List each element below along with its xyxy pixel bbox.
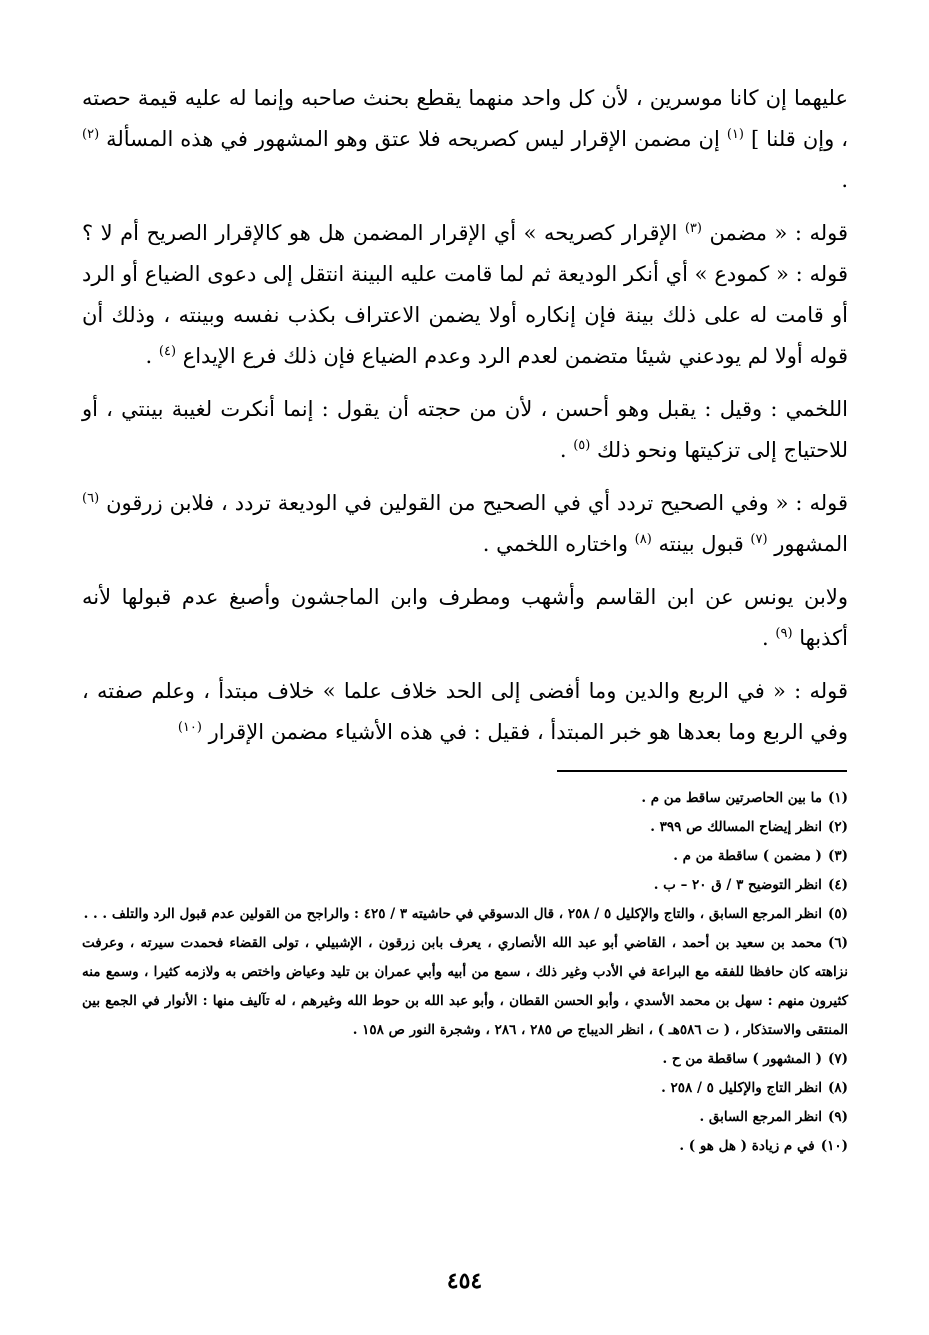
- footnote-marker: (٥): [573, 438, 591, 453]
- footnote-marker: (٩): [775, 626, 793, 641]
- footnote-item: [82, 1103, 848, 1132]
- footnote-text: في م زيادة ( هل هو ) .: [679, 1138, 815, 1154]
- footnote-number: (١): [827, 790, 848, 806]
- footnote-item: [82, 784, 848, 813]
- footnote-text: ما بين الحاصرتين ساقط من م .: [641, 790, 822, 806]
- footnote-item: [82, 871, 848, 900]
- footnote-marker: (١): [726, 127, 744, 142]
- text-segment: قوله : « مضمن: [701, 221, 848, 245]
- footnote-number: (٤): [827, 877, 848, 893]
- text-segment: .: [762, 626, 776, 650]
- footnote-item: [82, 900, 848, 929]
- body-paragraph: [82, 78, 848, 201]
- text-segment: .: [841, 168, 848, 192]
- footnote-text: ( مضمن ) ساقطة من م .: [673, 848, 822, 864]
- text-segment: قبول بينته: [651, 532, 751, 556]
- body-paragraph: [82, 577, 848, 659]
- footnote-marker: (٢): [82, 127, 100, 142]
- body-paragraph: [82, 389, 848, 471]
- footnote-text: ( المشهور ) ساقطة من ح .: [662, 1051, 822, 1067]
- footnote-item: [82, 842, 848, 871]
- text-segment: الإقرار كصريحه » أي الإقرار المضمن هل هو كالإقرار الصريح أم لا ؟ قوله : « كمودع » أي أنكر الوديعة ثم لما قامت عليه البينة انتقل إلى دعوى الضياع أو الرد أو قامت له على ذلك بينة فإن إنكاره أولا يضمن الاعتراف بكذب نفسه وبينته ، وذلك أن قوله أولا لم يودعني شيئا متضمن لعدم الرد وعدم الضياع فإن ذلك فرع الإيداع: [82, 221, 848, 368]
- footnote-item: [82, 813, 848, 842]
- footnote-number: (١٠): [820, 1138, 848, 1154]
- footnote-marker: (٨): [634, 532, 652, 547]
- footnote-number: (٦): [827, 935, 848, 951]
- footnote-text: انظر التاج والإكليل ٥ / ٢٥٨ .: [661, 1080, 822, 1096]
- footnote-number: (٨): [827, 1080, 848, 1096]
- footnote-marker: (٦): [82, 491, 100, 506]
- footnote-marker: (٤): [158, 344, 177, 359]
- footnote-number: (٢): [827, 819, 848, 835]
- footnote-marker: (٣): [684, 221, 702, 236]
- footnote-marker: (٧): [750, 532, 768, 547]
- footnote-divider: [557, 770, 847, 772]
- text-segment: قوله : « وفي الصحيح تردد أي في الصحيح من القولين في الوديعة تردد ، فلابن زرقون: [99, 491, 848, 515]
- footnote-text: انظر إيضاح المسالك ص ٣٩٩ .: [650, 819, 822, 835]
- footnote-text: انظر المرجع السابق .: [699, 1109, 822, 1125]
- footnote-marker: (١٠): [177, 720, 202, 735]
- main-text: [82, 78, 848, 765]
- text-segment: .: [559, 438, 574, 462]
- footnote-number: (٩): [827, 1109, 848, 1125]
- body-paragraph: [82, 671, 848, 753]
- text-segment: واختاره اللخمي .: [482, 532, 635, 556]
- text-segment: عليهما إن كانا موسرين ، لأن كل واحد منهما يقطع بحنث صاحبه وإنما له عليه قيمة حصته ، وإن قلنا ]: [82, 86, 849, 151]
- footnote-item: [82, 1132, 848, 1161]
- body-paragraph: [82, 483, 848, 565]
- footnote-number: (٣): [827, 848, 848, 864]
- footnote-item: [82, 1074, 848, 1103]
- page-number: ٤٥٤: [446, 1268, 483, 1294]
- footnote-item: [82, 929, 848, 1045]
- text-segment: ولابن يونس عن ابن القاسم وأشهب ومطرف وابن الماجشون وأصبغ عدم قبولها لأنه أكذبها: [82, 585, 848, 650]
- footnote-text: انظر التوضيح ٣ / ق ٢٠ – ب .: [653, 877, 822, 893]
- text-segment: قوله : « في الربع والدين وما أفضى إلى الحد خلاف علما » خلاف مبتدأ ، وعلم صفته ، وفي الربع وما بعدها هو خبر المبتدأ ، فقيل : في هذه الأشياء مضمن الإقرار: [82, 679, 848, 744]
- footnote-text: انظر المرجع السابق ، والتاج والإكليل ٥ / ٢٥٨ ، قال الدسوقي في حاشيته ٣ / ٤٢٥ : والراجح من القولين عدم قبول الرد والتلف . . .: [83, 906, 822, 922]
- footnote-number: (٧): [827, 1051, 848, 1067]
- text-segment: المشهور: [767, 532, 848, 556]
- text-segment: .: [145, 344, 159, 368]
- text-segment: اللخمي : وقيل : يقبل وهو أحسن ، لأن من حجته أن يقول : إنما أنكرت لغيبة بينتي ، أو للاحتياج إلى تزكيتها ونحو ذلك: [82, 397, 848, 462]
- footnote-number: (٥): [827, 906, 848, 922]
- footnote-text: محمد بن سعيد بن أحمد ، القاضي أبو عبد الله الأنصاري ، يعرف بابن زرقون ، الإشبيلي ، تولى القضاء فحمدت سيرته ، وعرفت نزاهته كان حافظا للفقه مع البراعة في الأدب وغير ذلك ، سمع من أبيه وأبي عمران بن تليد وعياض واختص به ولازمه كثيرا ، وسمع منه كثيرون منهم : سهل بن محمد الأسدي ، وأبو الحسن القطان ، وأبو عبد الله بن حوط الله وغيرهم ، له تآليف منها : الأنوار في الجمع بين المنتقى والاستذكار ، ( ت ٥٨٦هـ ) ، انظر الديباج ص ٢٨٥ ، ٢٨٦ ، وشجرة النور ص ١٥٨ .: [82, 935, 848, 1038]
- footnote-item: [82, 1045, 848, 1074]
- text-segment: إن مضمن الإقرار ليس كصريحه فلا عتق وهو المشهور في هذه المسألة: [99, 127, 727, 151]
- body-paragraph: [82, 213, 848, 377]
- footnotes: [82, 784, 848, 1161]
